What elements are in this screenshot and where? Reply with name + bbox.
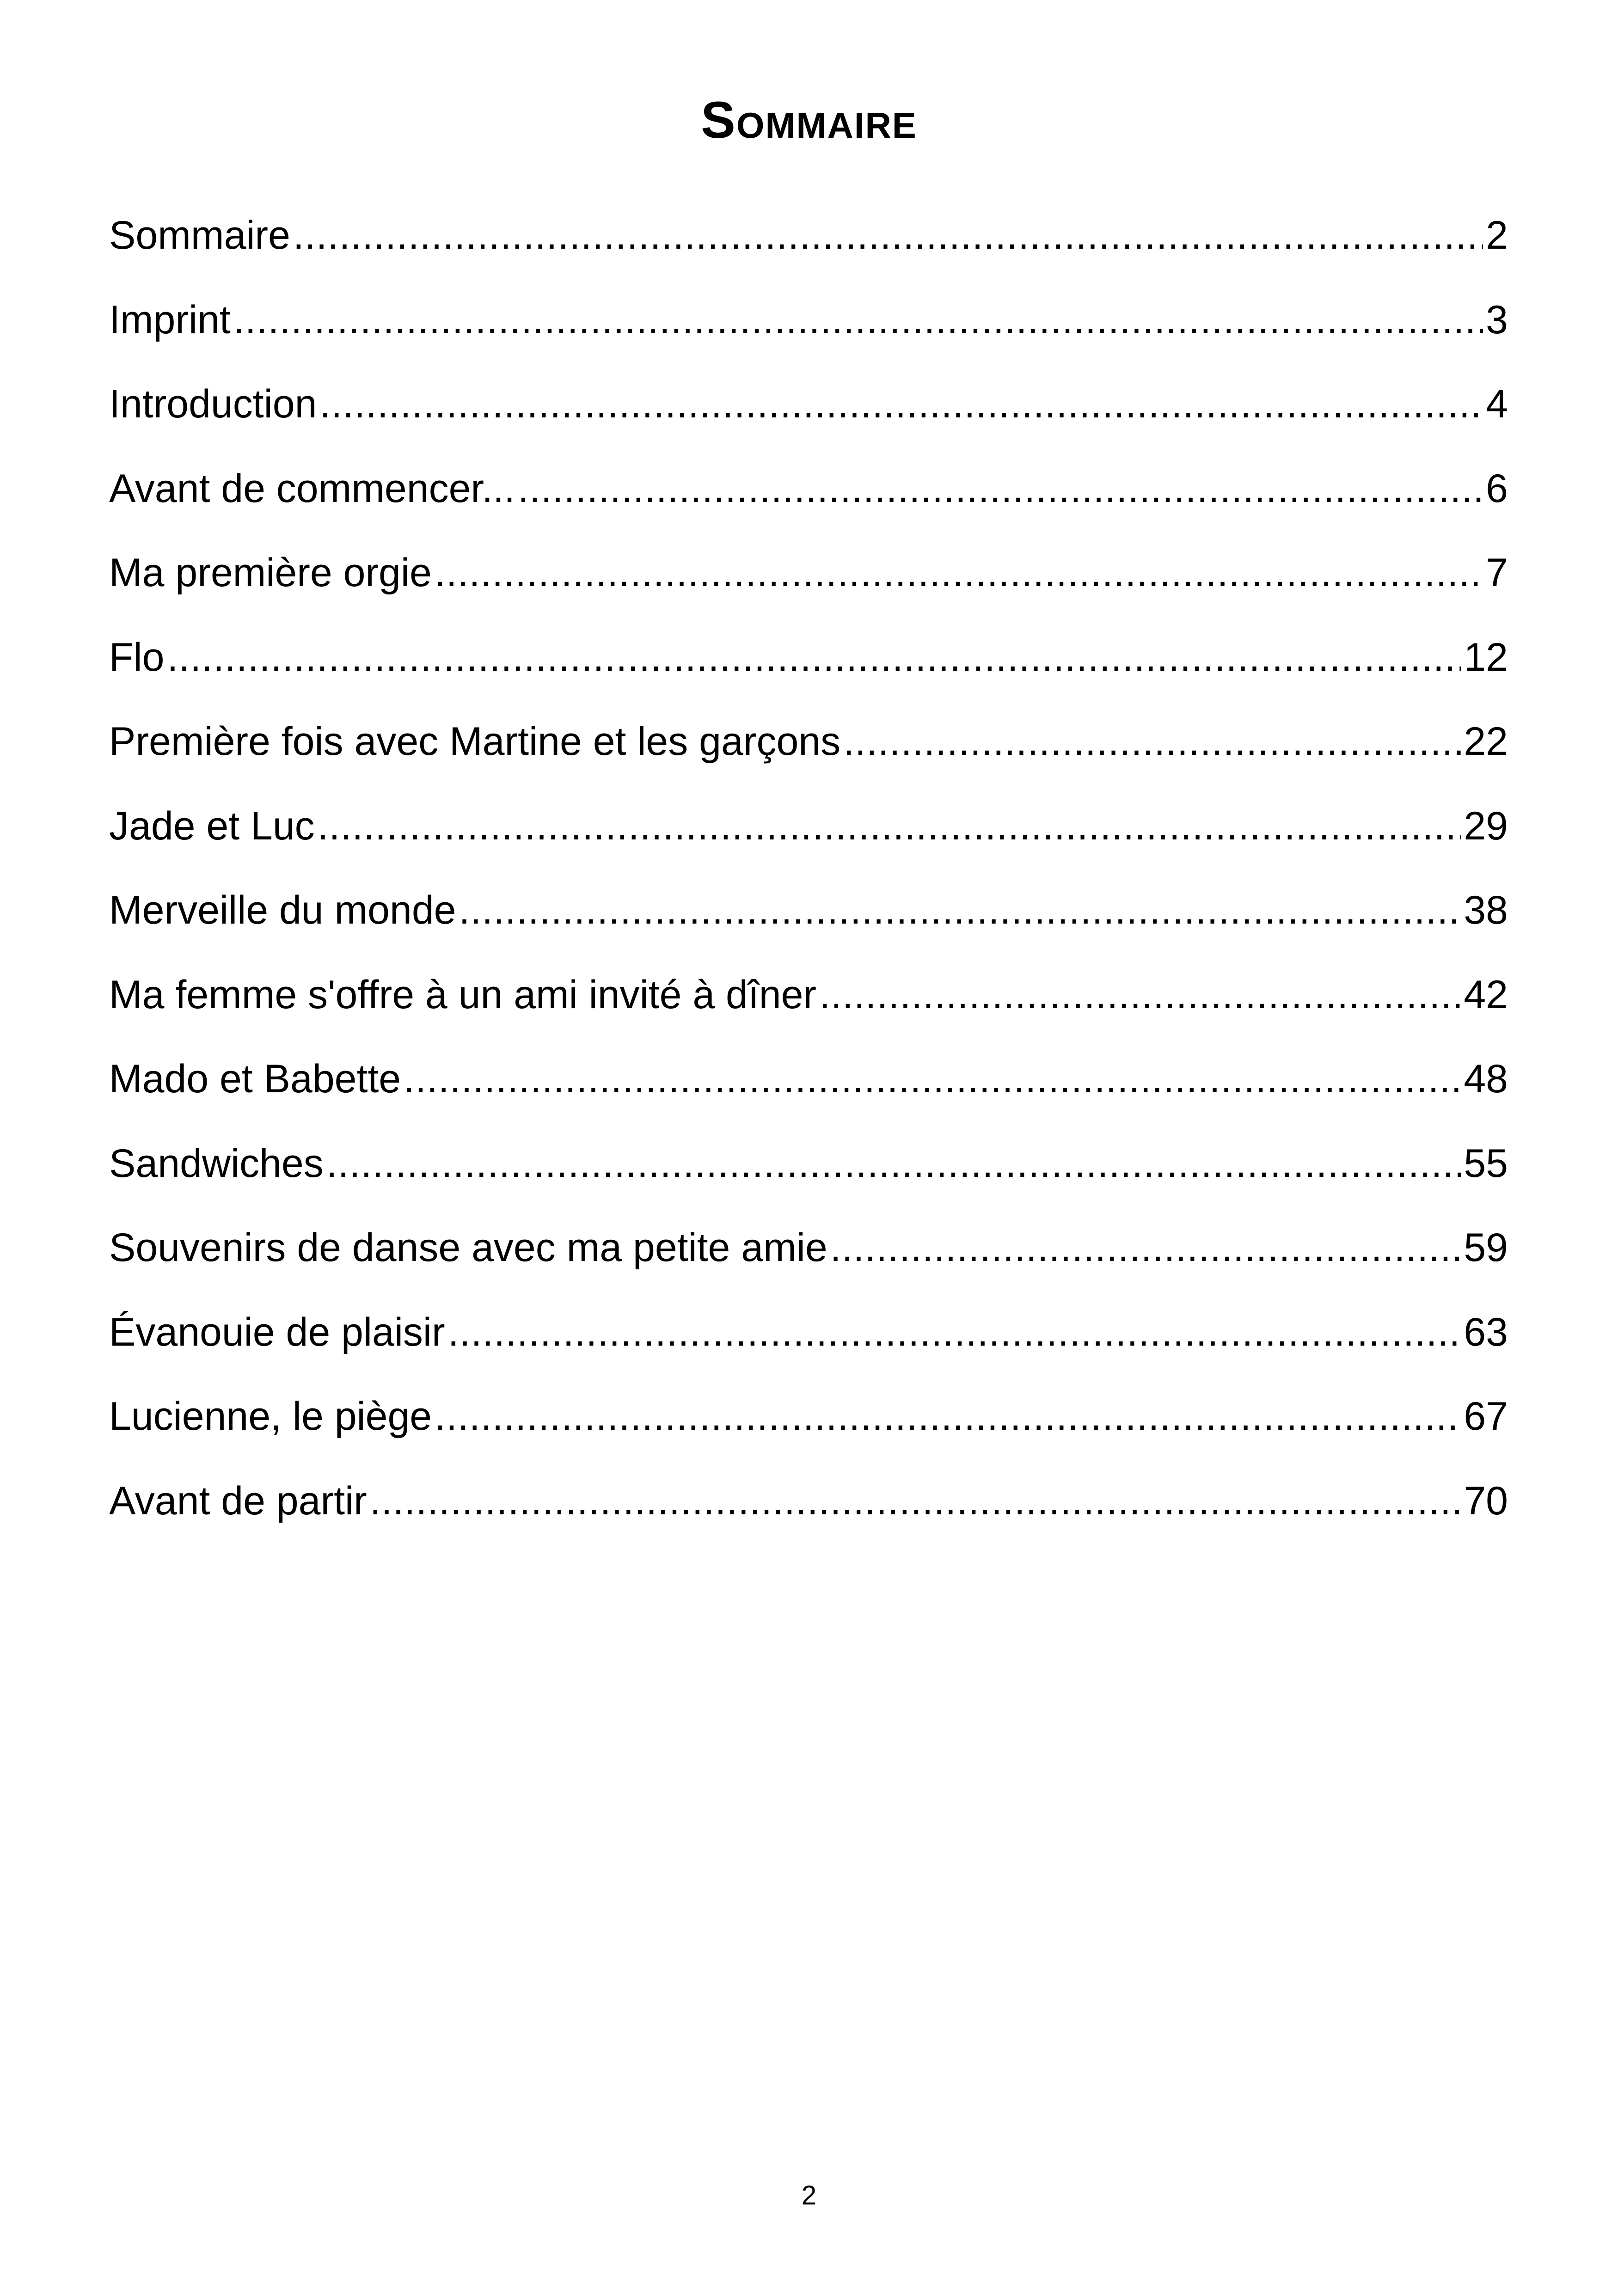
dot-leader <box>435 531 1483 615</box>
footer-page-number: 2 <box>801 2180 817 2210</box>
toc-entry[interactable] <box>109 1037 1508 1121</box>
toc-entry[interactable] <box>109 784 1508 869</box>
dot-leader <box>167 615 1461 700</box>
toc-entry-page: 70 <box>1464 1478 1508 1523</box>
dot-leader <box>830 1206 1461 1290</box>
dot-leader <box>233 278 1483 362</box>
toc-entry-label: Mado et Babette <box>109 1057 401 1101</box>
toc-entry-label: Jade et Luc <box>109 803 315 848</box>
toc-entry-page: 48 <box>1464 1057 1508 1101</box>
toc-entry[interactable] <box>109 193 1508 278</box>
toc-entry[interactable] <box>109 531 1508 615</box>
toc-entry-page: 63 <box>1464 1310 1508 1354</box>
toc-entry-label: Première fois avec Martine et les garçons <box>109 719 841 764</box>
dot-leader <box>518 447 1483 531</box>
toc-entry-label: Avant de commencer... <box>109 466 515 511</box>
toc-entry-label: Souvenirs de danse avec ma petite amie <box>109 1225 827 1270</box>
page-title: Sommaire <box>701 91 917 149</box>
table-of-contents <box>109 193 1508 1543</box>
toc-entry-page: 67 <box>1464 1394 1508 1439</box>
toc-entry-page: 2 <box>1486 213 1508 257</box>
dot-leader <box>319 362 1483 447</box>
toc-entry[interactable] <box>109 1206 1508 1290</box>
toc-entry[interactable] <box>109 1290 1508 1375</box>
toc-entry[interactable] <box>109 278 1508 362</box>
toc-entry[interactable] <box>109 447 1508 531</box>
toc-entry-label: Sommaire <box>109 213 290 257</box>
toc-entry-label: Ma femme s'offre à un ami invité à dîner <box>109 972 817 1017</box>
toc-entry-label: Imprint <box>109 297 231 342</box>
toc-entry-label: Flo <box>109 635 165 680</box>
toc-entry-label: Évanouie de plaisir <box>109 1310 445 1354</box>
toc-entry[interactable] <box>109 953 1508 1037</box>
toc-entry[interactable] <box>109 362 1508 447</box>
toc-entry-page: 29 <box>1464 803 1508 848</box>
toc-entry-label: Ma première orgie <box>109 551 432 595</box>
toc-entry-page: 42 <box>1464 972 1508 1017</box>
toc-entry[interactable] <box>109 1121 1508 1206</box>
toc-entry-page: 12 <box>1464 635 1508 680</box>
toc-entry[interactable] <box>109 1459 1508 1543</box>
toc-entry-page: 6 <box>1486 466 1508 511</box>
dot-leader <box>435 1374 1461 1459</box>
toc-entry-label: Sandwiches <box>109 1141 324 1186</box>
dot-leader <box>293 193 1483 278</box>
toc-entry-label: Introduction <box>109 382 317 426</box>
dot-leader <box>370 1459 1461 1543</box>
toc-entry-page: 55 <box>1464 1141 1508 1186</box>
toc-entry[interactable] <box>109 868 1508 953</box>
toc-entry-label: Merveille du monde <box>109 888 456 932</box>
toc-entry-page: 3 <box>1486 297 1508 342</box>
dot-leader <box>819 953 1461 1037</box>
toc-entry-page: 59 <box>1464 1225 1508 1270</box>
toc-entry-page: 38 <box>1464 888 1508 932</box>
dot-leader <box>404 1037 1461 1121</box>
toc-entry-label: Lucienne, le piège <box>109 1394 432 1439</box>
dot-leader <box>448 1290 1461 1375</box>
dot-leader <box>843 699 1461 784</box>
toc-entry-page: 4 <box>1486 382 1508 426</box>
dot-leader <box>318 784 1461 869</box>
toc-entry-page: 7 <box>1486 551 1508 595</box>
toc-entry-label: Avant de partir <box>109 1478 367 1523</box>
toc-entry[interactable] <box>109 699 1508 784</box>
dot-leader <box>459 868 1461 953</box>
toc-entry[interactable] <box>109 1374 1508 1459</box>
dot-leader <box>326 1121 1461 1206</box>
toc-entry-page: 22 <box>1464 719 1508 764</box>
toc-entry[interactable] <box>109 615 1508 700</box>
